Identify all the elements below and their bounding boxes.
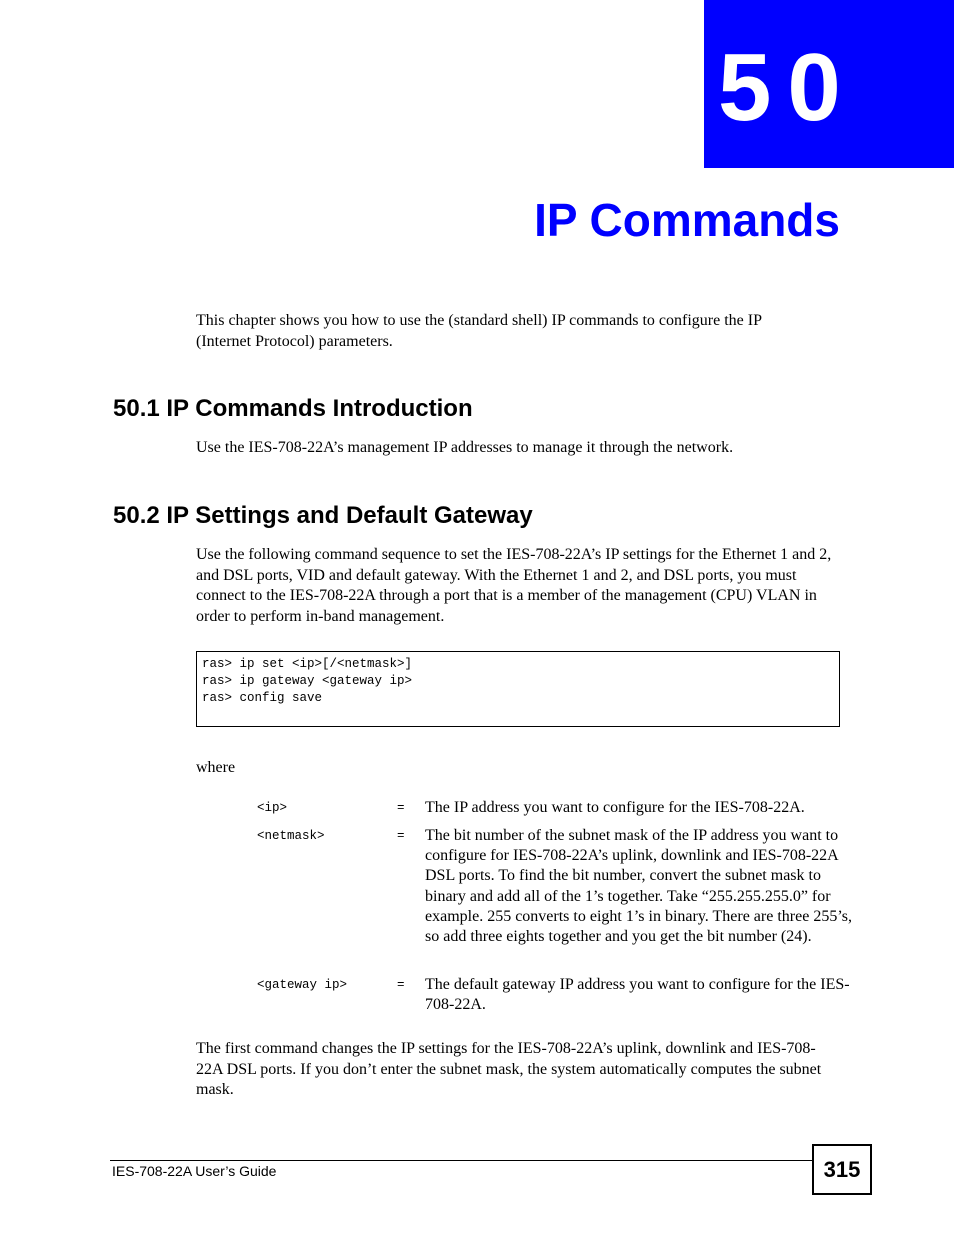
command-code-box (196, 651, 840, 727)
section-1-body: Use the IES-708-22A’s management IP addresses to manage it through the network. (196, 439, 734, 456)
footer-guide-title: IES-708-22A User’s Guide (112, 1163, 277, 1179)
definition-equals: = (397, 978, 405, 992)
definition-text: The default gateway IP address you want to configure for the IES-708-22A. (425, 976, 850, 1014)
definition-text: The bit number of the subnet mask of the IP address you want to configure for IES-708-22A’s uplink, downlink and IES-708-22A DSL ports. To find the bit number, convert the subnet mask to binary and add all of the 1’s together. Take “255.255.255.0” for example. 255 converts to eight 1’s in binary. There are three 255’s, so add three eights together and you get the bit number (24). (425, 827, 852, 946)
code-line: ras> ip set <ip>[/<netmask>] (202, 657, 413, 671)
chapter-number-box (704, 0, 954, 168)
intro-paragraph: This chapter shows you how to use the (standard shell) IP commands to configure the IP (Internet Protocol) parameters. (196, 312, 762, 350)
definition-equals: = (397, 801, 405, 815)
definition-term: <ip> (257, 801, 288, 815)
section-1-heading: 50.1 IP Commands Introduction (113, 395, 473, 422)
footer-rule (110, 1160, 812, 1161)
definition-term: <netmask> (257, 829, 325, 843)
code-line: ras> ip gateway <gateway ip> (202, 674, 413, 688)
definition-equals: = (397, 829, 405, 843)
definition-term: <gateway ip> (257, 978, 348, 992)
chapter-number: 50 (718, 34, 857, 141)
section-2-heading: 50.2 IP Settings and Default Gateway (113, 502, 533, 529)
where-label: where (196, 759, 236, 776)
page-number: 315 (812, 1144, 872, 1195)
section-2-body: Use the following command sequence to set the IES-708-22A’s IP settings for the Ethernet 1 and 2, and DSL ports, VID and default gateway. With the Ethernet 1 and 2, and DSL ports, you must connect to the IES-708-22A through a port that is a member of the management (CPU) VLAN in order to perform in-band management. (196, 546, 832, 625)
closing-paragraph: The first command changes the IP settings for the IES-708-22A’s uplink, downlink and IES-708-22A DSL ports. If you don’t enter the subnet mask, the system automatically computes the subnet mask. (196, 1040, 822, 1098)
definition-text: The IP address you want to configure for the IES-708-22A. (425, 799, 805, 816)
chapter-title: IP Commands (534, 194, 840, 246)
code-line: ras> config save (202, 691, 323, 705)
